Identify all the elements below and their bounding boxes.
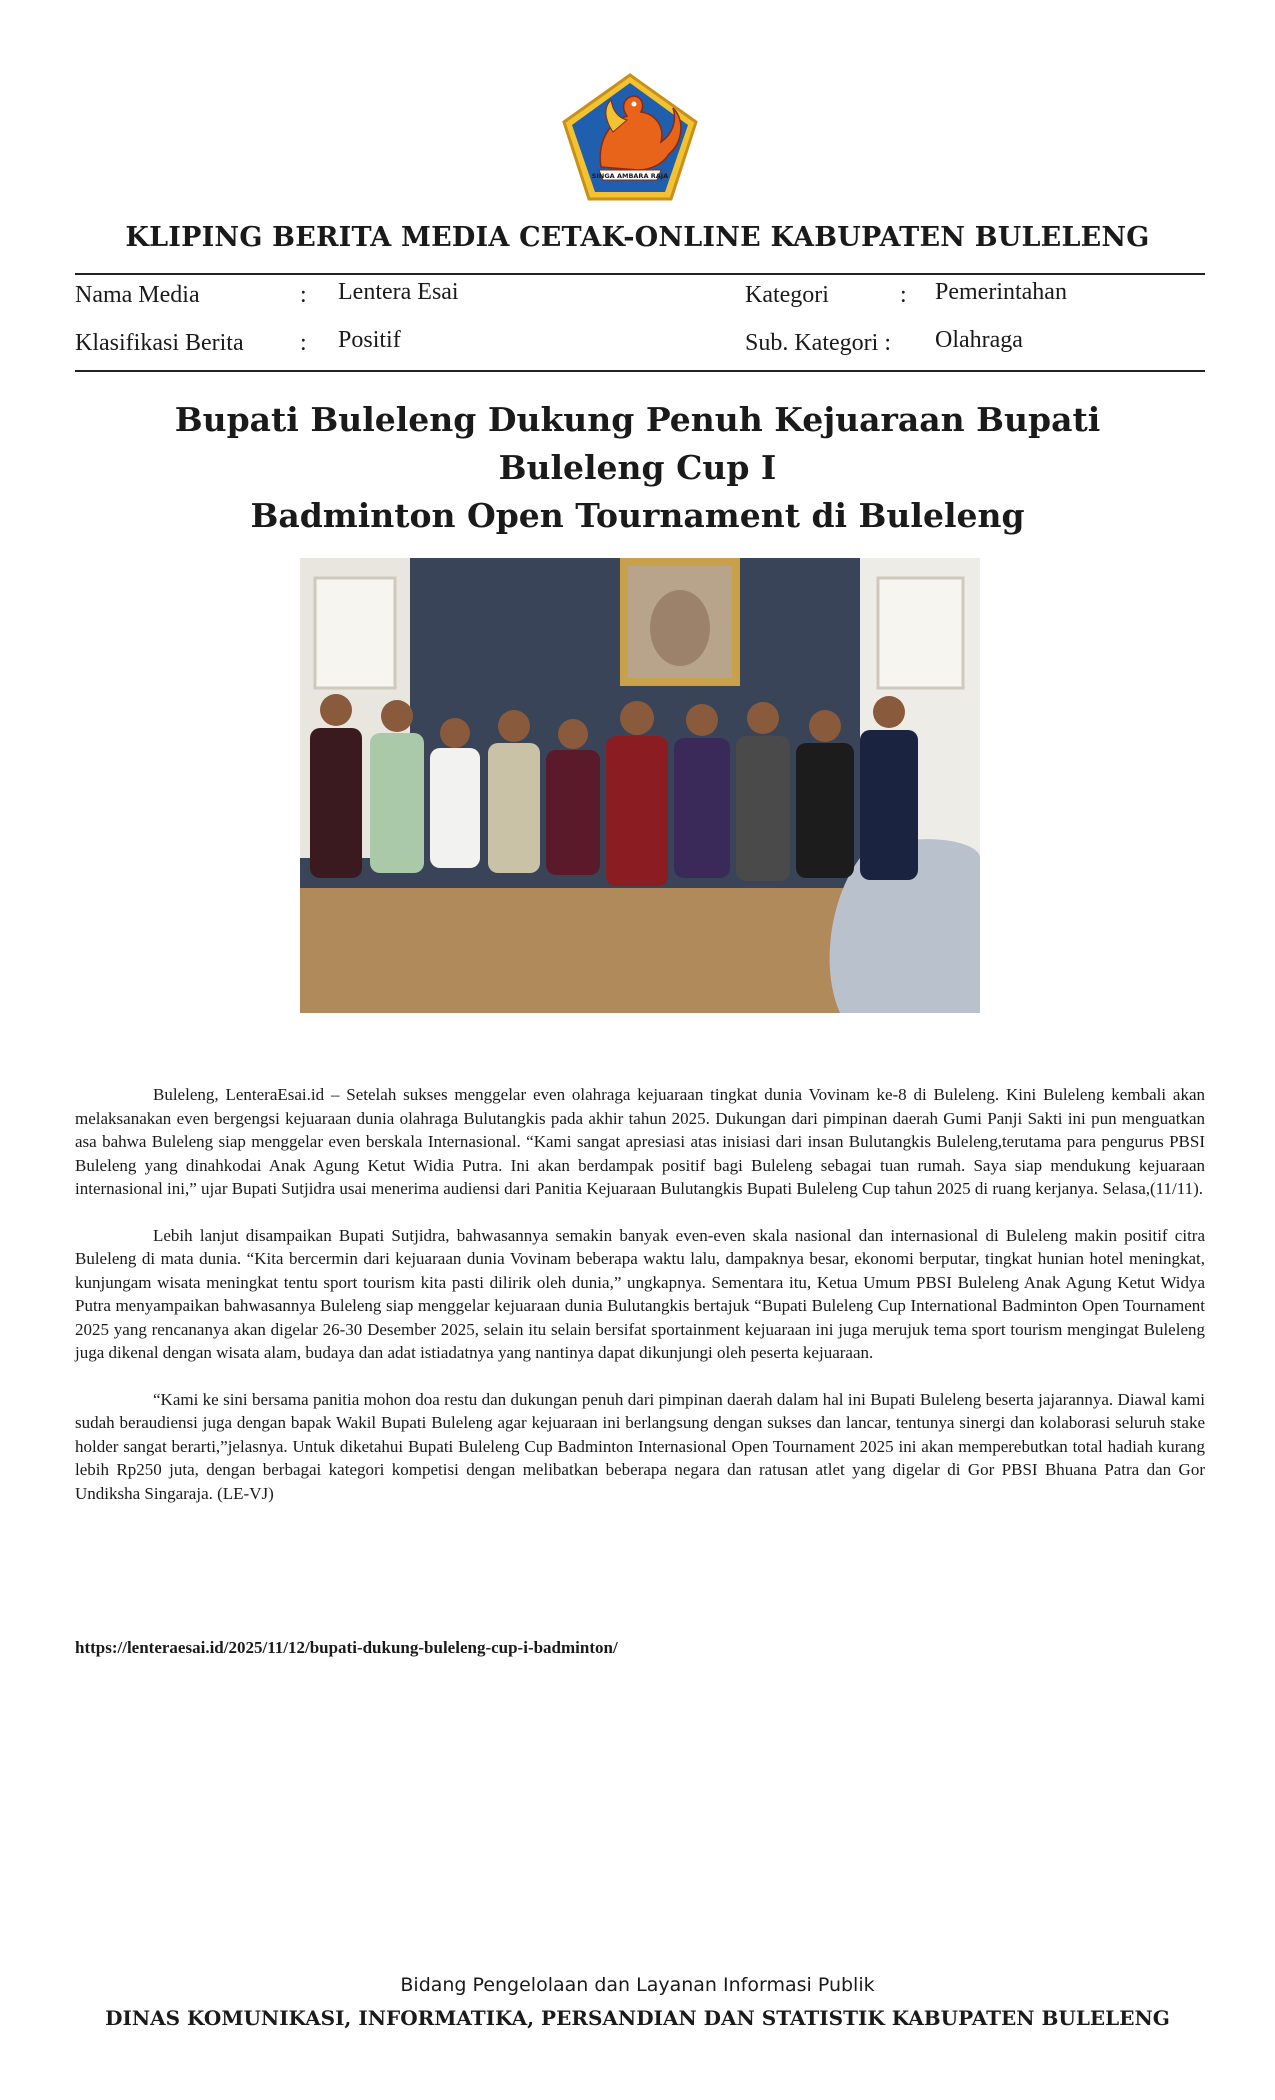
klasifikasi-value: Positif: [338, 327, 401, 353]
meta-top-rule: [75, 273, 1205, 275]
kategori-label: Kategori: [745, 282, 829, 308]
article-title-line2: Badminton Open Tournament di Buleleng: [250, 496, 1025, 535]
klasifikasi-separator: :: [300, 330, 307, 356]
subkategori-value: Olahraga: [935, 327, 1023, 353]
kategori-separator: :: [900, 282, 907, 308]
subkategori-label: Sub. Kategori :: [745, 330, 891, 356]
clipping-heading: KLIPING BERITA MEDIA CETAK-ONLINE KABUPATEN BULELENG: [125, 222, 1150, 253]
footer-division: Bidang Pengelolaan dan Layanan Informasi Publik: [400, 1974, 875, 1996]
media-label: Nama Media: [75, 282, 200, 308]
article-title-line1: Bupati Buleleng Dukung Penuh Kejuaraan Bupati Buleleng Cup I: [174, 400, 1101, 487]
meta-bottom-rule: [75, 370, 1205, 372]
article-paragraph-1: Buleleng, LenteraEsai.id – Setelah sukses menggelar even olahraga kejuaraan tingkat dunia Vovinam ke-8 di Buleleng. Kini Buleleng kembali akan melaksanakan even bergengsi kejuaraan dunia olahraga Bulutangkis pada akhir tahun 2025. Dukungan dari pimpinan daerah Gumi Panji Sakti ini pun menguatkan asa bahwa Buleleng siap menggelar even berskala Internasional. “Kami sangat apresiasi atas inisiasi dari insan Bulutangkis Buleleng,terutama para pengurus PBSI Buleleng yang dinahkodai Anak Agung Ketut Widia Putra. Ini akan berdampak positif bagi Buleleng sebagai tuan rumah. Saya siap mendukung kejuaraan internasional ini,” ujar Bupati Sutjidra usai menerima audiensi dari Panitia Kejuaraan Bulutangkis Bupati Buleleng Cup tahun 2025 di ruang kerjanya. Selasa,(11/11).: [75, 1085, 1205, 1198]
buleleng-emblem-logo: [561, 72, 699, 202]
kategori-value: Pemerintahan: [935, 279, 1067, 305]
klasifikasi-label: Klasifikasi Berita: [75, 330, 244, 356]
footer-agency: DINAS KOMUNIKASI, INFORMATIKA, PERSANDIAN DAN STATISTIK KABUPATEN BULELENG: [105, 2006, 1170, 2030]
article-paragraph-3: “Kami ke sini bersama panitia mohon doa restu dan dukungan penuh dari pimpinan daerah dalam hal ini Bupati Buleleng beserta jajarannya. Diawal kami sudah beraudiensi juga dengan bapak Wakil Bupati Buleleng agar kejuaraan ini berlangsung dengan sukses dan lancar, tentunya sinergi dan kolaborasi seluruh stake holder sangat berarti,”jelasnya. Untuk diketahui Bupati Buleleng Cup Badminton Internasional Open Tournament 2025 ini akan memperebutkan total hadiah kurang lebih Rp250 juta, dengan berbagai kategori kompetisi dengan melibatkan beberapa negara dan ratusan atlet yang digelar di Gor PBSI Bhuana Patra dan Gor Undiksha Singaraja. (LE-VJ): [75, 1389, 1205, 1503]
media-separator: :: [300, 282, 307, 308]
source-url-link[interactable]: https://lenteraesai.id/2025/11/12/bupati-dukung-buleleng-cup-i-badminton/: [75, 1638, 618, 1657]
article-title: [100, 396, 1175, 540]
article-body: [75, 1083, 1205, 1528]
media-value: Lentera Esai: [338, 279, 459, 305]
article-paragraph-2: Lebih lanjut disampaikan Bupati Sutjidra, bahwasannya semakin banyak even-even skala nasional dan internasional di Buleleng makin positif citra Buleleng di mata dunia. “Kita bercermin dari kejuaraan dunia Vovinam beberapa waktu lalu, dampaknya besar, ekonomi berputar, tingkat hunian hotel meningkat, kunjungam wisata meningkat tentu sport tourism kita pasti dilirik oleh dunia,” ungkapnya. Sementara itu, Ketua Umum PBSI Buleleng Anak Agung Ketut Widya Putra menyampaikan bahwasannya Buleleng siap menggelar kejuaraan dunia Bulutangkis bertajuk “Bupati Buleleng Cup International Badminton Open Tournament 2025 yang rencananya akan digelar 26-30 Desember 2025, selain itu selain bersifat sportainment kejuaraan ini juga merujuk tema sport tourism mengingat Buleleng juga dikenal dengan wisata alam, budaya dan adat istiadatnya yang nantinya dapat dikunjungi oleh peserta kejuaraan.: [75, 1225, 1205, 1362]
emblem-motto-text: SINGA AMBARA RAJA: [591, 172, 669, 180]
news-photo: [300, 558, 980, 1013]
